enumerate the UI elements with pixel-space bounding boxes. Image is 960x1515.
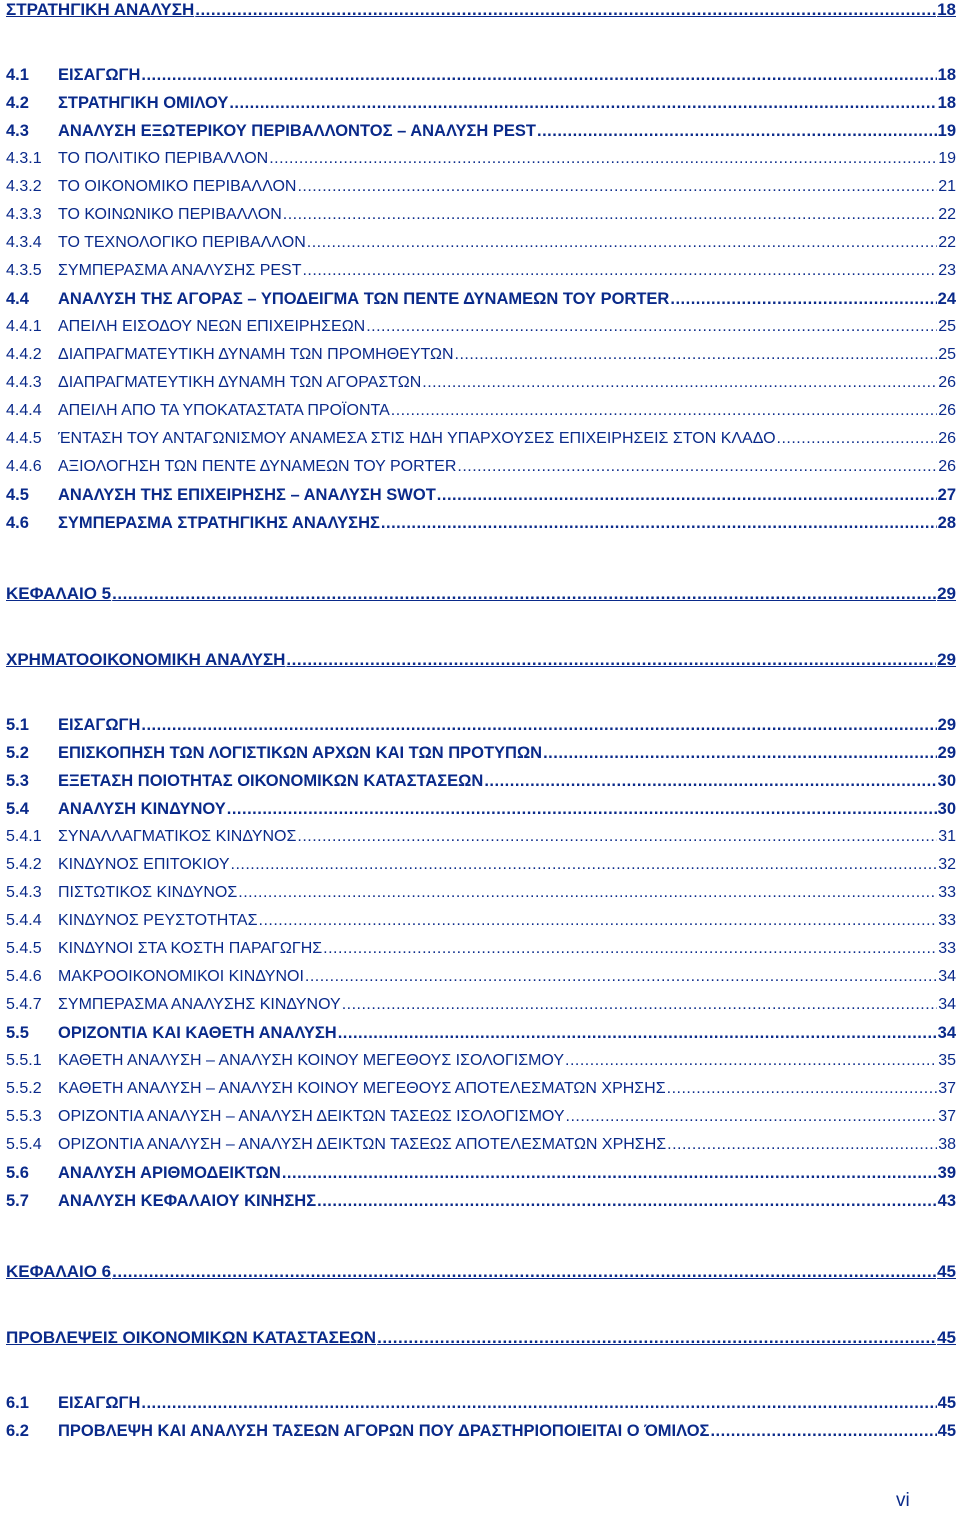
toc-leader <box>141 716 936 735</box>
toc-entry-title: ΑΞΙΟΛΟΓΗΣΗ ΤΩΝ ΠΕΝΤΕ ΔΥΝΑΜΕΩΝ ΤΟΥ PORTER <box>58 458 457 475</box>
toc-entry-page: 33 <box>938 912 956 929</box>
toc-entry-number: 5.5.4 <box>6 1136 42 1153</box>
toc-entry-page: 22 <box>938 234 956 251</box>
toc-entry[interactable] <box>6 374 956 392</box>
toc-entry-number: 5.7 <box>6 1192 29 1210</box>
toc-entry[interactable] <box>6 1108 956 1126</box>
toc-entry-page: 37 <box>938 1108 956 1125</box>
toc-entry-page: 32 <box>938 856 956 873</box>
toc-entry[interactable] <box>6 346 956 364</box>
toc-entry-title: ΚΙΝΔΥΝΟΣ ΕΠΙΤΟΚΙΟΥ <box>58 856 230 873</box>
toc-entry-title: ΚΕΦΑΛΑΙΟ 6 <box>6 1262 112 1281</box>
toc-entry-page: 26 <box>938 374 956 391</box>
toc-leader <box>484 772 936 791</box>
toc-entry-page: 33 <box>938 940 956 957</box>
toc-entry-number: 5.6 <box>6 1164 29 1182</box>
toc-leader <box>667 1080 938 1098</box>
toc-entry-title: ΣΤΡΑΤΗΓΙΚΗ ΟΜΙΛΟΥ <box>58 94 229 112</box>
toc-entry-title: ΚΕΦΑΛΑΙΟ 5 <box>6 584 112 603</box>
toc-entry-page: 31 <box>938 828 956 845</box>
toc-entry-page: 34 <box>938 996 956 1013</box>
toc-entry[interactable] <box>6 458 956 476</box>
toc-entry-number: 4.3.4 <box>6 234 42 251</box>
toc-entry-number: 4.3.5 <box>6 262 42 279</box>
toc-entry-page: 18 <box>937 0 956 19</box>
toc-entry[interactable] <box>6 150 956 168</box>
toc-entry[interactable] <box>6 1052 956 1070</box>
toc-entry[interactable] <box>6 514 956 533</box>
toc-entry-number: 5.4.4 <box>6 912 42 929</box>
toc-entry-title: ΈΝΤΑΣΗ ΤΟΥ ΑΝΤΑΓΩΝΙΣΜΟΥ ΑΝΑΜΕΣΑ ΣΤΙΣ ΗΔΗ ΥΠΑΡΧΟΥΣΕΣ ΕΠΙΧΕΙΡΗΣΕΙΣ ΣΤΟΝ ΚΛΑΔΟ <box>58 430 776 447</box>
toc-entry-number: 4.3.3 <box>6 206 42 223</box>
toc-leader <box>227 800 937 819</box>
toc-entry-title: ΚΑΘΕΤΗ ΑΝΑΛΥΣΗ – ΑΝΑΛΥΣΗ ΚΟΙΝΟΥ ΜΕΓΕΘΟΥΣ ΙΣΟΛΟΓΙΣΜΟΥ <box>58 1052 565 1069</box>
toc-leader <box>229 94 936 113</box>
toc-leader <box>777 430 938 448</box>
toc-entry-number: 5.5.3 <box>6 1108 42 1125</box>
toc-leader <box>323 940 937 958</box>
toc-entry-title: ΑΝΑΛΥΣΗ ΚΙΝΔΥΝΟΥ <box>58 800 226 818</box>
toc-entry-page: 45 <box>937 1262 956 1281</box>
toc-entry-title: ΕΙΣΑΓΩΓΗ <box>58 1394 141 1412</box>
toc-entry[interactable] <box>6 940 956 958</box>
toc-entry-number: 5.4.7 <box>6 996 42 1013</box>
toc-entry-page: 23 <box>938 262 956 279</box>
toc-entry-page: 29 <box>937 584 956 603</box>
toc-entry[interactable] <box>6 996 956 1014</box>
toc-entry-page: 45 <box>937 1328 956 1347</box>
toc-entry-title: ΤΟ ΟΙΚΟΝΟΜΙΚΟ ΠΕΡΙΒΑΛΛΟΝ <box>58 178 297 195</box>
toc-entry-title: ΣΥΜΠΕΡΑΣΜΑ ΑΝΑΛΥΣΗΣ ΚΙΝΔΥΝΟΥ <box>58 996 341 1013</box>
toc-entry[interactable] <box>6 1080 956 1098</box>
toc-entry[interactable] <box>6 234 956 252</box>
toc-leader <box>457 458 937 476</box>
page-number-footer: vi <box>896 1490 910 1511</box>
toc-entry[interactable] <box>6 1328 956 1348</box>
toc-entry-title: ΑΝΑΛΥΣΗ ΑΡΙΘΜΟΔΕΙΚΤΩΝ <box>58 1164 281 1182</box>
toc-entry-title: ΑΝΑΛΥΣΗ ΤΗΣ ΕΠΙΧΕΙΡΗΣΗΣ – ΑΝΑΛΥΣΗ SWOT <box>58 486 436 504</box>
toc-entry-title: ΜΑΚΡΟΟΙΚΟΝΟΜΙΚΟΙ ΚΙΝΔΥΝΟΙ <box>58 968 304 985</box>
toc-leader <box>259 912 938 930</box>
toc-entry-number: 5.1 <box>6 716 29 734</box>
toc-leader <box>282 1164 937 1183</box>
toc-entry-page: 29 <box>937 716 956 734</box>
toc-leader <box>543 744 937 763</box>
toc-entry-page: 24 <box>937 290 956 308</box>
toc-entry-title: ΔΙΑΠΡΑΓΜΑΤΕΥΤΙΚΗ ΔΥΝΑΜΗ ΤΩΝ ΠΡΟΜΗΘΕΥΤΩΝ <box>58 346 454 363</box>
toc-entry-page: 19 <box>938 150 956 167</box>
toc-entry[interactable] <box>6 206 956 224</box>
toc-entry-title: ΕΠΙΣΚΟΠΗΣΗ ΤΩΝ ΛΟΓΙΣΤΙΚΩΝ ΑΡΧΩΝ ΚΑΙ ΤΩΝ ΠΡΟΤΥΠΩΝ <box>58 744 543 762</box>
toc-leader <box>286 650 936 670</box>
toc-leader <box>283 206 937 224</box>
toc-entry-title: ΟΡΙΖΟΝΤΙΑ ΑΝΑΛΥΣΗ – ΑΝΑΛΥΣΗ ΔΕΙΚΤΩΝ ΤΑΣΕΩΣ ΑΠΟΤΕΛΕΣΜΑΤΩΝ ΧΡΗΣΗΣ <box>58 1136 667 1153</box>
toc-entry-title: ΣΥΝΑΛΛΑΓΜΑΤΙΚΟΣ ΚΙΝΔΥΝΟΣ <box>58 828 297 845</box>
toc-entry-number: 4.2 <box>6 94 29 112</box>
toc-leader <box>537 122 937 141</box>
toc-entry-title: ΔΙΑΠΡΑΓΜΑΤΕΥΤΙΚΗ ΔΥΝΑΜΗ ΤΩΝ ΑΓΟΡΑΣΤΩΝ <box>58 374 422 391</box>
toc-entry-page: 35 <box>938 1052 956 1069</box>
toc-leader <box>710 1422 936 1441</box>
toc-leader <box>112 584 936 604</box>
toc-entry-page: 30 <box>937 772 956 790</box>
toc-entry-title: ΕΙΣΑΓΩΓΗ <box>58 66 141 84</box>
toc-leader <box>437 486 937 505</box>
toc-entry[interactable] <box>6 1192 956 1211</box>
toc-entry[interactable] <box>6 968 956 986</box>
toc-entry-title: ΤΟ ΚΟΙΝΩΝΙΚΟ ΠΕΡΙΒΑΛΛΟΝ <box>58 206 282 223</box>
toc-leader <box>297 828 937 846</box>
toc-entry-number: 4.1 <box>6 66 29 84</box>
toc-entry-page: 34 <box>938 968 956 985</box>
toc-entry[interactable] <box>6 1136 956 1154</box>
toc-entry-page: 33 <box>938 884 956 901</box>
toc-entry[interactable] <box>6 178 956 196</box>
toc-entry-number: 4.4.3 <box>6 374 42 391</box>
toc-leader <box>297 178 937 196</box>
toc-entry-title: ΑΠΕΙΛΗ ΑΠΟ ΤΑ ΥΠΟΚΑΤΑΣΤΑΤΑ ΠΡΟΪΟΝΤΑ <box>58 402 390 419</box>
toc-leader <box>366 318 937 336</box>
toc-entry-page: 25 <box>938 318 956 335</box>
toc-entry-number: 4.4.6 <box>6 458 42 475</box>
toc-entry-page: 29 <box>937 744 956 762</box>
toc-leader <box>566 1108 938 1126</box>
toc-entry-page: 18 <box>937 66 956 84</box>
toc-entry[interactable] <box>6 318 956 336</box>
toc-entry-page: 19 <box>937 122 956 140</box>
toc-entry[interactable] <box>6 262 956 280</box>
toc-entry-title: ΕΙΣΑΓΩΓΗ <box>58 716 141 734</box>
toc-entry-number: 4.4.1 <box>6 318 42 335</box>
toc-entry-number: 6.1 <box>6 1394 29 1412</box>
toc-entry-page: 37 <box>938 1080 956 1097</box>
toc-entry-number: 4.4.2 <box>6 346 42 363</box>
toc-entry[interactable] <box>6 1262 956 1282</box>
toc-entry-number: 4.4 <box>6 290 29 308</box>
toc-leader <box>338 1024 937 1043</box>
toc-entry[interactable] <box>6 1422 956 1441</box>
toc-leader <box>667 1136 937 1154</box>
toc-entry[interactable] <box>6 584 956 604</box>
toc-entry-title: ΣΥΜΠΕΡΑΣΜΑ ΑΝΑΛΥΣΗΣ PEST <box>58 262 302 279</box>
toc-entry-page: 29 <box>937 650 956 669</box>
toc-entry[interactable] <box>6 716 956 735</box>
toc-entry-title: ΕΞΕΤΑΣΗ ΠΟΙΟΤΗΤΑΣ ΟΙΚΟΝΟΜΙΚΩΝ ΚΑΤΑΣΤΑΣΕΩΝ <box>58 772 484 790</box>
toc-leader <box>381 514 937 533</box>
toc-entry[interactable] <box>6 856 956 874</box>
toc-entry[interactable] <box>6 650 956 670</box>
toc-entry-title: ΤΟ ΠΟΛΙΤΙΚΟ ΠΕΡΙΒΑΛΛΟΝ <box>58 150 269 167</box>
toc-entry-title: ΑΝΑΛΥΣΗ ΕΞΩΤΕΡΙΚΟΥ ΠΕΡΙΒΑΛΛΟΝΤΟΣ – ΑΝΑΛΥΣΗ PEST <box>58 122 536 140</box>
toc-entry-title: ΚΙΝΔΥΝΟΣ ΡΕΥΣΤΟΤΗΤΑΣ <box>58 912 258 929</box>
toc-entry-number: 5.5.1 <box>6 1052 42 1069</box>
toc-entry-page: 43 <box>937 1192 956 1210</box>
toc-entry-page: 26 <box>938 458 956 475</box>
toc-entry-page: 45 <box>937 1394 956 1412</box>
toc-entry-title: ΚΑΘΕΤΗ ΑΝΑΛΥΣΗ – ΑΝΑΛΥΣΗ ΚΟΙΝΟΥ ΜΕΓΕΘΟΥΣ ΑΠΟΤΕΛΕΣΜΑΤΩΝ ΧΡΗΣΗΣ <box>58 1080 666 1097</box>
toc-entry[interactable] <box>6 884 956 902</box>
toc-entry-title: ΠΙΣΤΩΤΙΚΟΣ ΚΙΝΔΥΝΟΣ <box>58 884 238 901</box>
toc-entry[interactable] <box>6 800 956 819</box>
toc-entry-number: 4.4.4 <box>6 402 42 419</box>
toc-entry[interactable] <box>6 122 956 141</box>
toc-entry-number: 4.3 <box>6 122 29 140</box>
toc-entry-page: 34 <box>937 1024 956 1042</box>
toc-leader <box>302 262 937 280</box>
toc-leader <box>141 66 936 85</box>
toc-entry-page: 26 <box>938 402 956 419</box>
toc-entry-page: 28 <box>937 514 956 532</box>
toc-leader <box>112 1262 936 1282</box>
toc-entry-title: ΠΡΟΒΛΕΨΗ ΚΑΙ ΑΝΑΛΥΣΗ ΤΑΣΕΩΝ ΑΓΟΡΩΝ ΠΟΥ ΔΡΑΣΤΗΡΙΟΠΟΙΕΙΤΑΙ Ο ΌΜΙΛΟΣ <box>58 1422 710 1440</box>
toc-entry-page: 25 <box>938 346 956 363</box>
toc-leader <box>670 290 936 309</box>
toc-entry[interactable] <box>6 772 956 791</box>
toc-leader <box>391 402 937 420</box>
toc-entry-number: 5.5 <box>6 1024 29 1042</box>
toc-leader <box>269 150 937 168</box>
toc-leader <box>455 346 938 364</box>
toc-leader <box>307 234 937 252</box>
toc-entry-title: ΤΟ ΤΕΧΝΟΛΟΓΙΚΟ ΠΕΡΙΒΑΛΛΟΝ <box>58 234 306 251</box>
toc-entry-number: 5.4.2 <box>6 856 42 873</box>
toc-entry-title: ΣΥΜΠΕΡΑΣΜΑ ΣΤΡΑΤΗΓΙΚΗΣ ΑΝΑΛΥΣΗΣ <box>58 514 380 532</box>
toc-entry-number: 5.3 <box>6 772 29 790</box>
toc-leader <box>342 996 938 1014</box>
toc-entry-number: 5.4.6 <box>6 968 42 985</box>
toc-entry[interactable] <box>6 0 956 20</box>
toc-entry-number: 4.6 <box>6 514 29 532</box>
toc-entry-number: 5.5.2 <box>6 1080 42 1097</box>
toc-entry-number: 5.4.3 <box>6 884 42 901</box>
toc-entry-title: ΠΡΟΒΛΕΨΕΙΣ ΟΙΚΟΝΟΜΙΚΩΝ ΚΑΤΑΣΤΑΣΕΩΝ <box>6 1328 377 1347</box>
toc-entry-number: 4.5 <box>6 486 29 504</box>
toc-entry[interactable] <box>6 66 956 85</box>
toc-leader <box>565 1052 937 1070</box>
toc-leader <box>422 374 937 392</box>
toc-entry[interactable] <box>6 1024 956 1043</box>
toc-entry-number: 5.4 <box>6 800 29 818</box>
toc-entry[interactable] <box>6 290 956 309</box>
toc-entry[interactable] <box>6 1394 956 1413</box>
toc-entry-title: ΚΙΝΔΥΝΟΙ ΣΤΑ ΚΟΣΤΗ ΠΑΡΑΓΩΓΗΣ <box>58 940 323 957</box>
toc-entry[interactable] <box>6 94 956 113</box>
toc-leader <box>231 856 938 874</box>
toc-entry[interactable] <box>6 402 956 420</box>
toc-entry-page: 18 <box>937 94 956 112</box>
toc-entry-title: ΑΝΑΛΥΣΗ ΚΕΦΑΛΑΙΟΥ ΚΙΝΗΣΗΣ <box>58 1192 317 1210</box>
toc-entry-title: ΣΤΡΑΤΗΓΙΚΗ ΑΝΑΛΥΣΗ <box>6 0 195 19</box>
toc-leader <box>238 884 937 902</box>
toc-entry-page: 27 <box>937 486 956 504</box>
toc-entry-title: ΧΡΗΜΑΤΟΟΙΚΟΝΟΜΙΚΗ ΑΝΑΛΥΣΗ <box>6 650 286 669</box>
toc-leader <box>305 968 937 986</box>
toc-entry-number: 4.3.1 <box>6 150 42 167</box>
toc-entry-number: 4.3.2 <box>6 178 42 195</box>
toc-entry-number: 5.4.1 <box>6 828 42 845</box>
toc-entry[interactable] <box>6 430 956 448</box>
toc-entry-number: 5.2 <box>6 744 29 762</box>
toc-entry-page: 26 <box>938 430 956 447</box>
toc-entry-number: 6.2 <box>6 1422 29 1440</box>
toc-entry-page: 30 <box>937 800 956 818</box>
toc-entry-page: 21 <box>938 178 956 195</box>
toc-entry-title: ΑΠΕΙΛΗ ΕΙΣΟΔΟΥ ΝΕΩΝ ΕΠΙΧΕΙΡΗΣΕΩΝ <box>58 318 366 335</box>
toc-entry-page: 38 <box>938 1136 956 1153</box>
toc-entry-title: ΑΝΑΛΥΣΗ ΤΗΣ ΑΓΟΡΑΣ – ΥΠΟΔΕΙΓΜΑ ΤΩΝ ΠΕΝΤΕ ΔΥΝΑΜΕΩΝ ΤΟΥ PORTER <box>58 290 670 308</box>
toc-entry[interactable] <box>6 912 956 930</box>
toc-leader <box>195 0 936 20</box>
toc-entry-title: ΟΡΙΖΟΝΤΙΑ ΚΑΙ ΚΑΘΕΤΗ ΑΝΑΛΥΣΗ <box>58 1024 337 1042</box>
toc-entry[interactable] <box>6 1164 956 1183</box>
toc-leader <box>141 1394 936 1413</box>
toc-entry[interactable] <box>6 744 956 763</box>
toc-entry-number: 4.4.5 <box>6 430 42 447</box>
toc-entry-page: 22 <box>938 206 956 223</box>
toc-leader <box>317 1192 937 1211</box>
toc-entry-page: 45 <box>937 1422 956 1440</box>
toc-entry-title: ΟΡΙΖΟΝΤΙΑ ΑΝΑΛΥΣΗ – ΑΝΑΛΥΣΗ ΔΕΙΚΤΩΝ ΤΑΣΕΩΣ ΙΣΟΛΟΓΙΣΜΟΥ <box>58 1108 565 1125</box>
toc-leader <box>377 1328 936 1348</box>
toc-entry-page: 39 <box>937 1164 956 1182</box>
toc-entry-number: 5.4.5 <box>6 940 42 957</box>
toc-entry[interactable] <box>6 828 956 846</box>
toc-entry[interactable] <box>6 486 956 505</box>
